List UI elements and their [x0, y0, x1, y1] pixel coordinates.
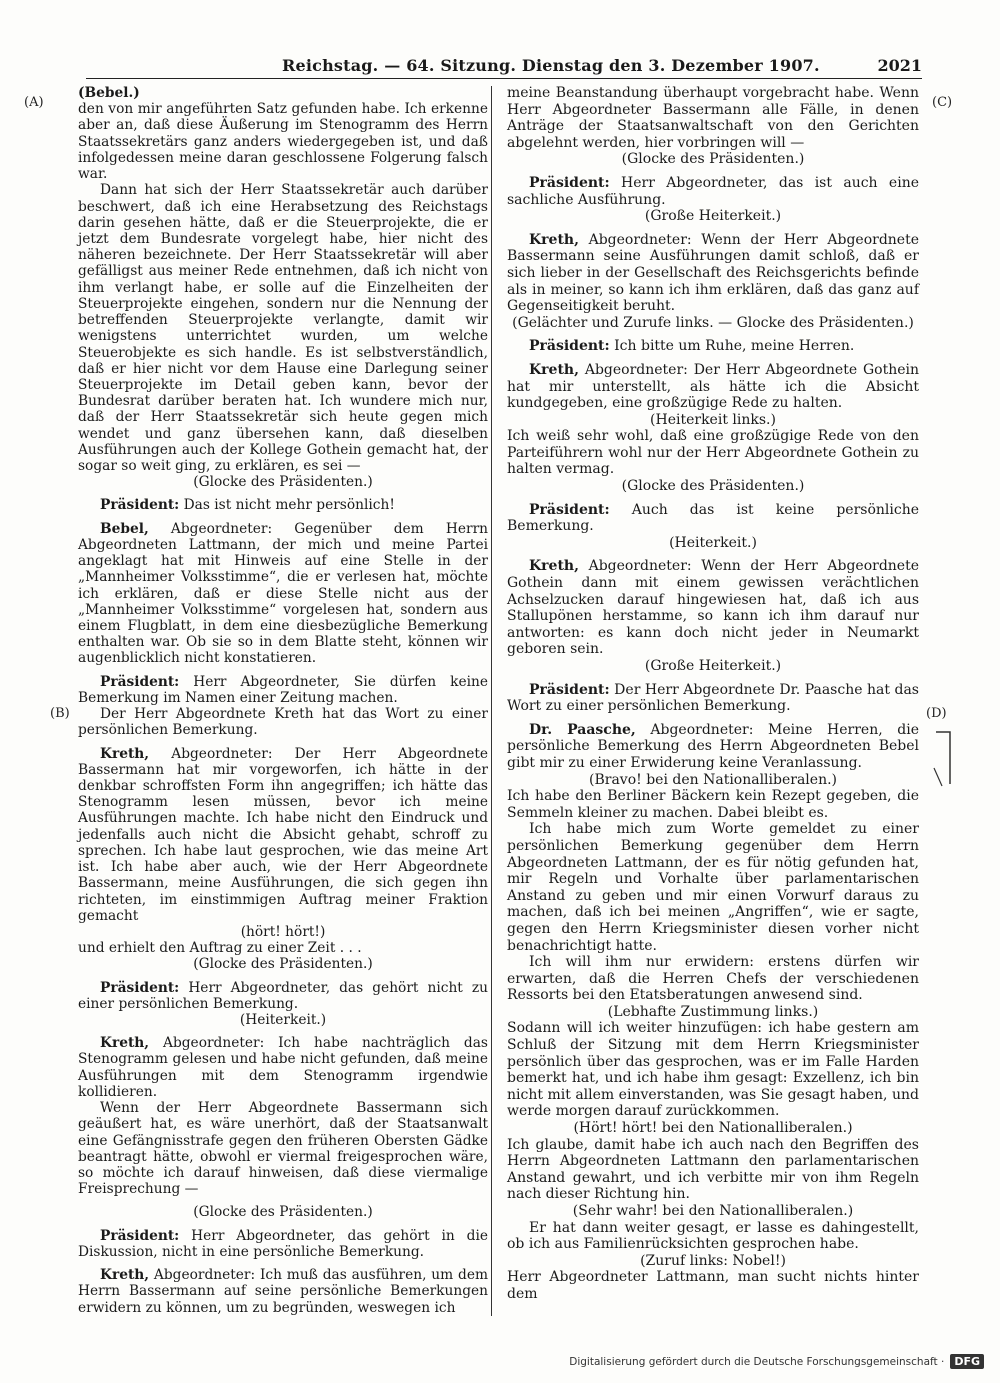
paragraph-text: Ich habe den Berliner Bäckern kein Rezept gegeben, die Semmeln kleiner zu machen. Dabei bleibt es.: [507, 788, 919, 821]
paragraph-text: Abgeordneter: Der Herr Abgeordnete Bassermann hat mir vorgeworfen, ich hätte in der denkbar schroffsten Form ihn angegriffen; ich hätte das Stenogramm lesen müssen, bevor ich meine Ausführungen machte. Ich habe nicht den Eindruck und jedenfalls auch nicht die Absicht gehabt, schroff zu sprechen. Ich habe laut gesprochen, wie das meine Art ist. Ich habe aber auch, wie der Herr Abgeordnete Bassermann, meine Ausführungen, die sich gegen ihn richteten, im einstimmigen Auftrag meiner Fraktion gemacht: [78, 745, 488, 924]
paragraph-text: Abgeordneter: Gegenüber dem Herrn Abgeordneten Lattmann, der mich und meine Partei angeklagt hat mit Hinweis auf eine Stelle in der „Mannheimer Volksstimme“, die er verlesen hat, möchte ich erklären, daß er diese Stelle nicht aus der „Mannheimer Volksstimme“ vorgelesen hat, sondern aus einem Flugblatt, in dem eine diesbezügliche Bemerkung enthalten war. Ob sie so in dem Blatte steht, können wir augenblicklich nicht konstatieren.: [78, 520, 488, 667]
paragraph: [78, 674, 488, 706]
page-number: 2021: [877, 56, 922, 75]
speaker-name: Kreth,: [529, 231, 579, 248]
speaker-name: Präsident:: [100, 979, 180, 996]
paragraph: [78, 1267, 488, 1316]
paragraph: [78, 980, 488, 1012]
speaker-name: Präsident:: [100, 497, 180, 514]
paragraph: [507, 722, 919, 772]
paragraph-text: (Lebhafte Zustimmung links.): [607, 1003, 819, 1020]
paragraph-text: Abgeordneter: Wenn der Herr Abgeordnete Gothein dann mit einem gewissen verächtlichen Achselzucken darauf hingewiesen hat, daß ich aus Stallupönen herstamme, so kann ich ihm darauf nur antworten: es kann doch nicht jeder in Neumarkt geboren sein.: [507, 558, 919, 658]
paragraph: [507, 338, 919, 355]
paragraph-text: (Heiterkeit links.): [650, 411, 776, 428]
paragraph: [78, 1035, 488, 1100]
paragraph: [78, 706, 488, 738]
paragraph-text: (Glocke des Präsidenten.): [193, 474, 373, 491]
paragraph-text: den von mir angeführten Satz gefunden habe. Ich erkenne aber an, daß diese Äußerung im Stenogramm des Herrn Staatssekretärs ganz anders wiedergegeben ist, und daß infolgedessen meine daran geschlossene Folgerung falsch war.: [78, 101, 488, 183]
paragraph-text: (Sehr wahr! bei den Nationalliberalen.): [572, 1203, 854, 1219]
paragraph-text: Der Herr Abgeordnete Kreth hat das Wort zu einer persönlichen Bemerkung.: [78, 706, 488, 739]
paragraph: [507, 232, 919, 315]
speaker-name: (Bebel.): [78, 85, 140, 101]
paragraph-text: (hört! hört!): [240, 923, 326, 940]
paragraph: [78, 924, 488, 940]
margin-mark-c: (C): [932, 95, 953, 110]
paragraph-text: Herr Abgeordneter, das gehört in die Diskussion, nicht in eine persönliche Bemerkung.: [78, 1227, 488, 1260]
paragraph-text: meine Beanstandung überhaupt vorgebracht habe. Wenn Herr Abgeordneter Bassermann alle Fälle, in denen Anträge der Staatsanwaltschaft von den Gerichten abgelehnt werden, hier vorbringen will —: [507, 85, 919, 151]
paragraph-text: Wenn der Herr Abgeordnete Bassermann sich geäußert hat, es wäre unerhört, daß der Staatsanwalt eine Gefängnisstrafe gegen den früheren Obersten Gädke beantragt hätte, obwohl er viermal freigesprochen wäre, so möchte ich darauf hinweisen, daß diese viermalige Freisprechung —: [78, 1100, 488, 1198]
paragraph: [507, 1203, 919, 1220]
speaker-name: Präsident:: [529, 681, 610, 698]
paragraph: [507, 362, 919, 412]
speaker-name: Kreth,: [100, 745, 150, 762]
speaker-name: Kreth,: [529, 558, 579, 575]
paragraph-text: (Große Heiterkeit.): [644, 208, 782, 225]
paragraph-text: Der Herr Abgeordnete Dr. Paasche hat das Wort zu einer persönlichen Bemerkung.: [507, 681, 919, 715]
paragraph: [78, 474, 488, 490]
paragraph: [78, 1100, 488, 1197]
paragraph: [507, 821, 919, 954]
speaker-name: Präsident:: [100, 673, 180, 690]
paragraph: [78, 956, 488, 972]
speaker-name: Bebel,: [100, 520, 149, 537]
paragraph: [507, 315, 919, 332]
paragraph: [507, 788, 919, 821]
dfg-logo: DFG: [950, 1354, 984, 1369]
paragraph-text: Herr Abgeordneter Lattmann, man sucht nichts hinter dem: [507, 1269, 919, 1302]
paragraph: [507, 1220, 919, 1253]
paragraph-text: Ich bitte um Ruhe, meine Herren.: [609, 338, 855, 355]
paragraph-text: (Heiterkeit.): [239, 1012, 327, 1029]
paragraph-text: (Bravo! bei den Nationalliberalen.): [589, 771, 837, 788]
speaker-name: Präsident:: [529, 174, 610, 191]
paragraph: [507, 428, 919, 478]
paragraph: [507, 1004, 919, 1021]
paragraph-text: Abgeordneter: Ich habe nachträglich das Stenogramm gelesen und habe nicht gefunden, daß meine Ausführungen mit dem Stenogramm irgendwie kollidieren.: [78, 1035, 488, 1100]
paragraph: [78, 1012, 488, 1028]
paragraph: [507, 175, 919, 208]
paragraph-text: (Heiterkeit.): [669, 534, 757, 551]
paragraph-text: Abgeordneter: Wenn der Herr Abgeordnete Bassermann seine Ausführungen damit schloß, daß er sich lieber in der Gesellschaft des Reichsgerichts befinde als in meiner, so kann ich ihm erklären, daß das ganz auf Gegenseitigkeit beruht.: [507, 231, 919, 315]
paragraph-text: (Glocke des Präsidenten.): [621, 151, 805, 168]
speaker-name: Präsident:: [529, 338, 610, 355]
paragraph-text: (Glocke des Präsidenten.): [193, 1204, 373, 1221]
paragraph-text: (Große Heiterkeit.): [644, 658, 782, 674]
paragraph: [507, 478, 919, 495]
paragraph-text: Dann hat sich der Herr Staatssekretär auch darüber beschwert, daß ich eine Herabsetzung des Reichstags darin gesehen hätte, daß er die Steuerprojekte, die er jetzt dem Bundesrate vorgelegt habe, hier nicht des näheren bezeichnete. Der Herr Staatssekretär will aber gefälligst aus meiner Rede entnehmen, daß ich nicht von ihm verlangt habe, er solle auf die Einzelheiten der Steuerprojekte eingehen, sondern nur die Nennung der betreffenden Steuerprojekte verlangte, damit wir wenigstens unterrichtet wurden, um welche Steuerobjekte es sich handle. Es ist selbstverständlich, daß er hier nicht vor dem Hause eine Darlegung seiner Steuerprojekte im Detail geben kann, bevor der Bundesrat darüber beraten hat. Ich wundere mich nur, daß der Herr Staatssekretär sich heute gegen mich wendet und ganz übersehen kann, daß dieselben Ausführungen auch der Kollege Gothein gemacht hat, der sogar so weit ging, zu erklären, es sei —: [78, 182, 488, 475]
paragraph-text: Herr Abgeordneter, das gehört nicht zu einer persönlichen Bemerkung.: [78, 979, 488, 1012]
paragraph-text: Auch das ist keine persönliche Bemerkung.: [507, 501, 919, 535]
speaker-name: Kreth,: [100, 1267, 150, 1284]
paragraph-text: Abgeordneter: Meine Herren, die persönliche Bemerkung des Herrn Abgeordneten Bebel gibt mir zu einer Erwiderung keine Veranlassung.: [507, 721, 919, 771]
paragraph: [507, 412, 919, 429]
paragraph: [507, 772, 919, 789]
paragraph: [507, 682, 919, 715]
paragraph: [507, 1137, 919, 1203]
footer-credit: Digitalisierung gefördert durch die Deutsche Forschungsgemeinschaft ·: [569, 1355, 945, 1368]
paragraph-text: (Glocke des Präsidenten.): [193, 956, 373, 973]
paragraph: [78, 746, 488, 924]
paragraph-text: (Gelächter und Zurufe links. — Glocke des Präsidenten.): [512, 314, 914, 331]
paragraph: [507, 535, 919, 552]
speaker-name: Kreth,: [529, 361, 579, 378]
paragraph-text: Abgeordneter: Der Herr Abgeordnete Gothein hat mir unterstellt, als hätte ich die Absicht kundgegeben, eine großzügige Rede zu halten.: [507, 361, 919, 412]
paragraph-text: (Hört! hört! bei den Nationalliberalen.): [573, 1120, 853, 1137]
right-column: [507, 78, 919, 1303]
footer: [569, 1354, 984, 1369]
paragraph-text: (Zuruf links: Nobel!): [640, 1252, 786, 1269]
paragraph-text: (Glocke des Präsidenten.): [621, 478, 805, 495]
running-header: [86, 56, 922, 79]
paragraph: [507, 1253, 919, 1270]
margin-bracket-mark: [930, 728, 956, 792]
paragraph: [507, 1020, 919, 1120]
header-title: Reichstag. — 64. Sitzung. Dienstag den 3. Dezember 1907.: [282, 56, 820, 75]
speaker-name: Kreth,: [100, 1035, 150, 1052]
paragraph: [78, 1204, 488, 1220]
paragraph-text: Das ist nicht mehr persönlich!: [179, 497, 395, 514]
paragraph: [507, 208, 919, 225]
paragraph: [78, 85, 488, 101]
paragraph: [507, 558, 919, 658]
paragraph: [507, 658, 919, 675]
paragraph: [78, 101, 488, 182]
speaker-name: Präsident:: [529, 501, 610, 518]
paragraph: [507, 1120, 919, 1137]
paragraph: [507, 151, 919, 168]
paragraph-text: Sodann will ich weiter hinzufügen: ich habe gestern am Schluß der Sitzung mit dem Herrn Kriegsminister persönlich über das gesprochen, was er im Falle Harden bemerkt hat, und ich habe ihm gesagt: Exzellenz, ich bin nicht mit allem einverstanden, was Sie gesagt haben, und werde morgen darauf zurückkommen.: [507, 1020, 919, 1120]
left-column: [78, 78, 488, 1316]
paragraph-text: und erhielt den Auftrag zu einer Zeit . . .: [78, 940, 362, 957]
paragraph-text: Ich habe mich zum Worte gemeldet zu einer persönlichen Bemerkung gegenüber dem Herrn Abgeordneten Lattmann, der es für nötig gefunden hat, mir Regeln und Vorhalte über parlamentarischen Anstand zu geben und mir einen Vorwurf daraus zu machen, daß ich bei meinen „Angriffen“, wie er sagte, gegen den Herrn Kriegsminister diesen vorher nicht benachrichtigt hatte.: [507, 821, 919, 954]
paragraph: [507, 1269, 919, 1302]
speaker-name: Dr. Paasche,: [529, 721, 636, 738]
paragraph: [78, 182, 488, 474]
margin-mark-a: (A): [24, 95, 44, 110]
speaker-name: Präsident:: [100, 1227, 180, 1244]
paragraph-text: Herr Abgeordneter, das ist auch eine sachliche Ausführung.: [507, 174, 919, 208]
paragraph: [507, 85, 919, 151]
paragraph: [507, 954, 919, 1004]
paragraph-text: Herr Abgeordneter, Sie dürfen keine Bemerkung im Namen einer Zeitung machen.: [78, 673, 488, 706]
paragraph-text: Ich weiß sehr wohl, daß eine großzügige Rede von den Parteiführern wohl nur der Herr Abgeordnete Gothein zu halten vermag.: [507, 428, 919, 478]
margin-mark-d: (D): [926, 706, 947, 721]
paragraph: [78, 940, 488, 956]
paragraph-text: Ich will ihm nur erwidern: erstens dürfen wir erwarten, daß die Herren Chefs der verschiedenen Ressorts bei den Etatsberatungen anwesend sind.: [507, 954, 919, 1004]
paragraph-text: Er hat dann weiter gesagt, er lasse es dahingestellt, ob ich aus Familienrücksichten gesprochen habe.: [507, 1219, 919, 1253]
paragraph: [507, 502, 919, 535]
margin-mark-b: (B): [50, 706, 70, 721]
paragraph: [78, 1228, 488, 1260]
column-rule: [491, 86, 492, 1316]
paragraph-text: Ich glaube, damit habe ich auch nach den Begriffen des Herrn Abgeordneten Lattmann den parlamentarischen Anstand gewahrt, und ich verbitte mir von ihm Regeln nach dieser Richtung hin.: [507, 1136, 919, 1203]
paragraph: [78, 497, 488, 513]
paragraph: [78, 521, 488, 667]
paragraph-text: Abgeordneter: Ich muß das ausführen, um dem Herrn Bassermann auf seine persönliche Bemerkungen erwidern zu können, um zu begründen, weswegen ich: [78, 1267, 488, 1316]
